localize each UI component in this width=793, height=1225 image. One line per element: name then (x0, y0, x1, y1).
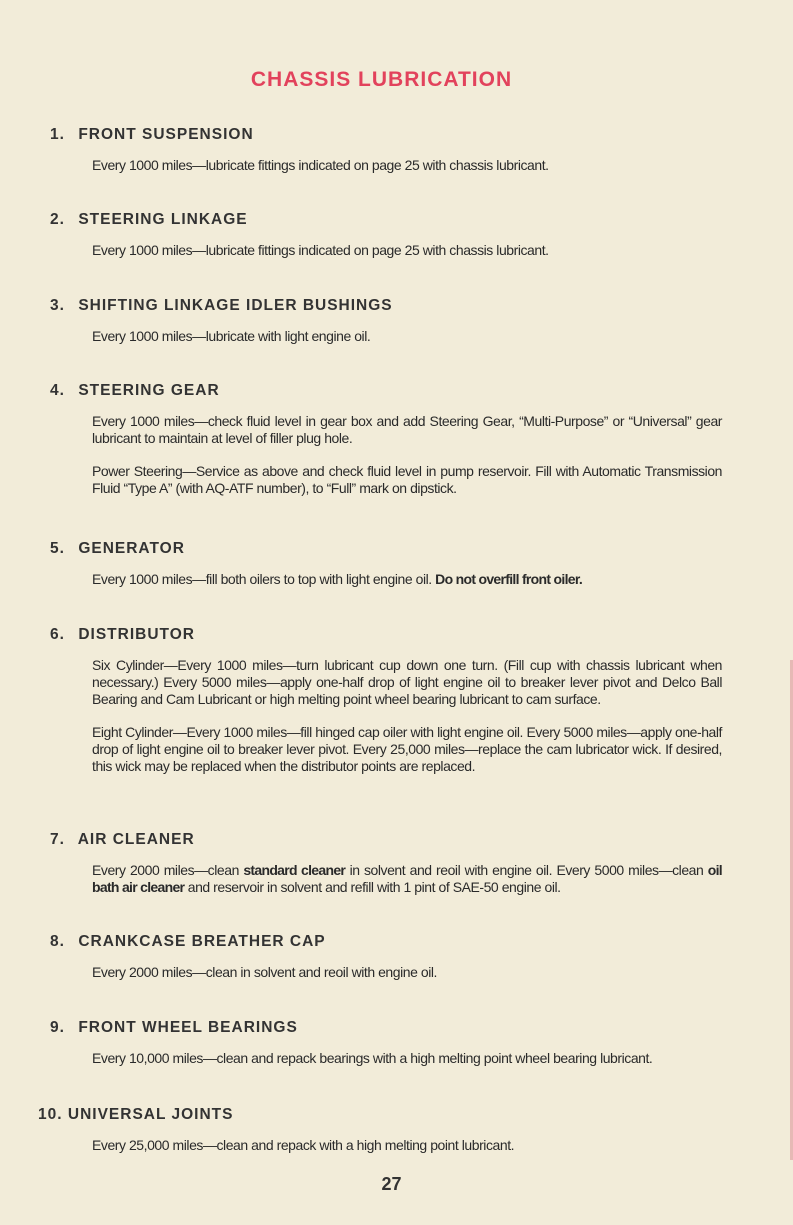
section-number: 7. (50, 831, 65, 848)
paragraph-text: Every 25,000 miles—clean and repack with a high melting point lubricant. (92, 1137, 515, 1153)
section-number: 10. (38, 1106, 63, 1123)
section-number: 8. (50, 933, 65, 950)
section-heading-text: CRANKCASE BREATHER CAP (78, 933, 326, 950)
paragraph-text: Every 1000 miles—lubricate fittings indicated on page 25 with chassis lubricant. (92, 242, 549, 258)
section-paragraph (92, 157, 722, 174)
section-number: 6. (50, 626, 65, 643)
paragraph-text: Every 1000 miles—fill both oilers to top with light engine oil. (92, 571, 436, 587)
section-paragraph (92, 413, 722, 447)
paragraph-text: and reservoir in solvent and refill with 1 pint of SAE-50 engine oil. (184, 879, 561, 895)
section-heading-text: STEERING GEAR (78, 382, 220, 399)
section-heading (50, 830, 722, 850)
emphasis-text: Do not overfill front oiler. (435, 571, 583, 587)
paragraph-text: Every 2000 miles—clean in solvent and reoil with engine oil. (92, 964, 437, 980)
section-10 (38, 1105, 722, 1154)
section-number: 9. (50, 1019, 65, 1036)
section-3 (50, 296, 722, 345)
section-paragraph (92, 571, 722, 588)
section-paragraph (92, 242, 722, 259)
section-heading-text: FRONT SUSPENSION (78, 126, 254, 143)
section-number: 4. (50, 382, 65, 399)
section-heading (38, 1105, 722, 1125)
paragraph-text: Every 1000 miles—lubricate fittings indicated on page 25 with chassis lubricant. (92, 157, 549, 173)
section-paragraph (92, 1137, 722, 1154)
page-number: 27 (381, 1174, 402, 1194)
section-paragraph (92, 724, 722, 775)
section-1 (50, 125, 722, 174)
emphasis-text: standard cleaner (243, 862, 346, 878)
paragraph-text: Six Cylinder—Every 1000 miles—turn lubricant cup down one turn. (Fill cup with chassis lubricant when necessary.) Every 5000 miles—apply one-half drop of light engine oil to breaker lever pivot and Delco Ball Bearing and Cam Lubricant or high melting point wheel bearing lubricant to cam surface. (92, 657, 722, 707)
section-paragraph (92, 328, 722, 345)
section-7 (50, 830, 722, 896)
section-heading-text: AIR CLEANER (77, 831, 195, 848)
section-number: 5. (50, 540, 65, 557)
paragraph-text: Every 1000 miles—lubricate with light engine oil. (92, 328, 371, 344)
paragraph-text: Every 2000 miles—clean (92, 862, 244, 878)
page-title: CHASSIS LUBRICATION (250, 68, 513, 91)
section-heading-text: FRONT WHEEL BEARINGS (78, 1019, 298, 1036)
section-heading (50, 296, 722, 316)
section-heading-text: UNIVERSAL JOINTS (67, 1106, 234, 1123)
section-5 (50, 539, 722, 588)
section-6 (50, 625, 722, 775)
section-heading-text: GENERATOR (78, 540, 185, 557)
section-heading (50, 539, 722, 559)
paragraph-text: Eight Cylinder—Every 1000 miles—fill hinged cap oiler with light engine oil. Every 5000 miles—apply one-half drop of light engine oil to breaker lever pivot. Every 25,000 miles—replace the cam lubricator wick. If desired, this wick may be replaced when the distributor points are replaced. (92, 724, 722, 774)
section-paragraph (92, 463, 722, 497)
section-number: 3. (50, 297, 65, 314)
paragraph-text: Power Steering—Service as above and check fluid level in pump reservoir. Fill with Automatic Transmission Fluid “Type A” (with AQ-ATF number), to “Full” mark on dipstick. (92, 463, 722, 496)
section-heading (50, 1018, 722, 1038)
section-heading-text: STEERING LINKAGE (78, 211, 248, 228)
section-number: 1. (50, 126, 65, 143)
paragraph-text: in solvent and reoil with engine oil. Every 5000 miles—clean (345, 862, 708, 878)
section-number: 2. (50, 211, 65, 228)
section-heading (50, 125, 722, 145)
section-paragraph (92, 1050, 722, 1067)
section-4 (50, 381, 722, 497)
section-paragraph (92, 657, 722, 708)
paragraph-text: Every 1000 miles—check fluid level in gear box and add Steering Gear, “Multi-Purpose” or “Universal” gear lubricant to maintain at level of filler plug hole. (92, 413, 722, 446)
emphasis-text: oil bath air cleaner (92, 862, 722, 895)
section-paragraph (92, 964, 722, 981)
section-heading (50, 625, 722, 645)
section-heading-text: DISTRIBUTOR (78, 626, 195, 643)
section-2 (50, 210, 722, 259)
section-9 (50, 1018, 722, 1067)
paragraph-text: Every 10,000 miles—clean and repack bearings with a high melting point wheel bearing lubricant. (92, 1050, 653, 1066)
section-heading (50, 932, 722, 952)
section-heading (50, 381, 722, 401)
section-heading-text: SHIFTING LINKAGE IDLER BUSHINGS (78, 297, 393, 314)
section-heading (50, 210, 722, 230)
section-paragraph (92, 862, 722, 896)
section-8 (50, 932, 722, 981)
